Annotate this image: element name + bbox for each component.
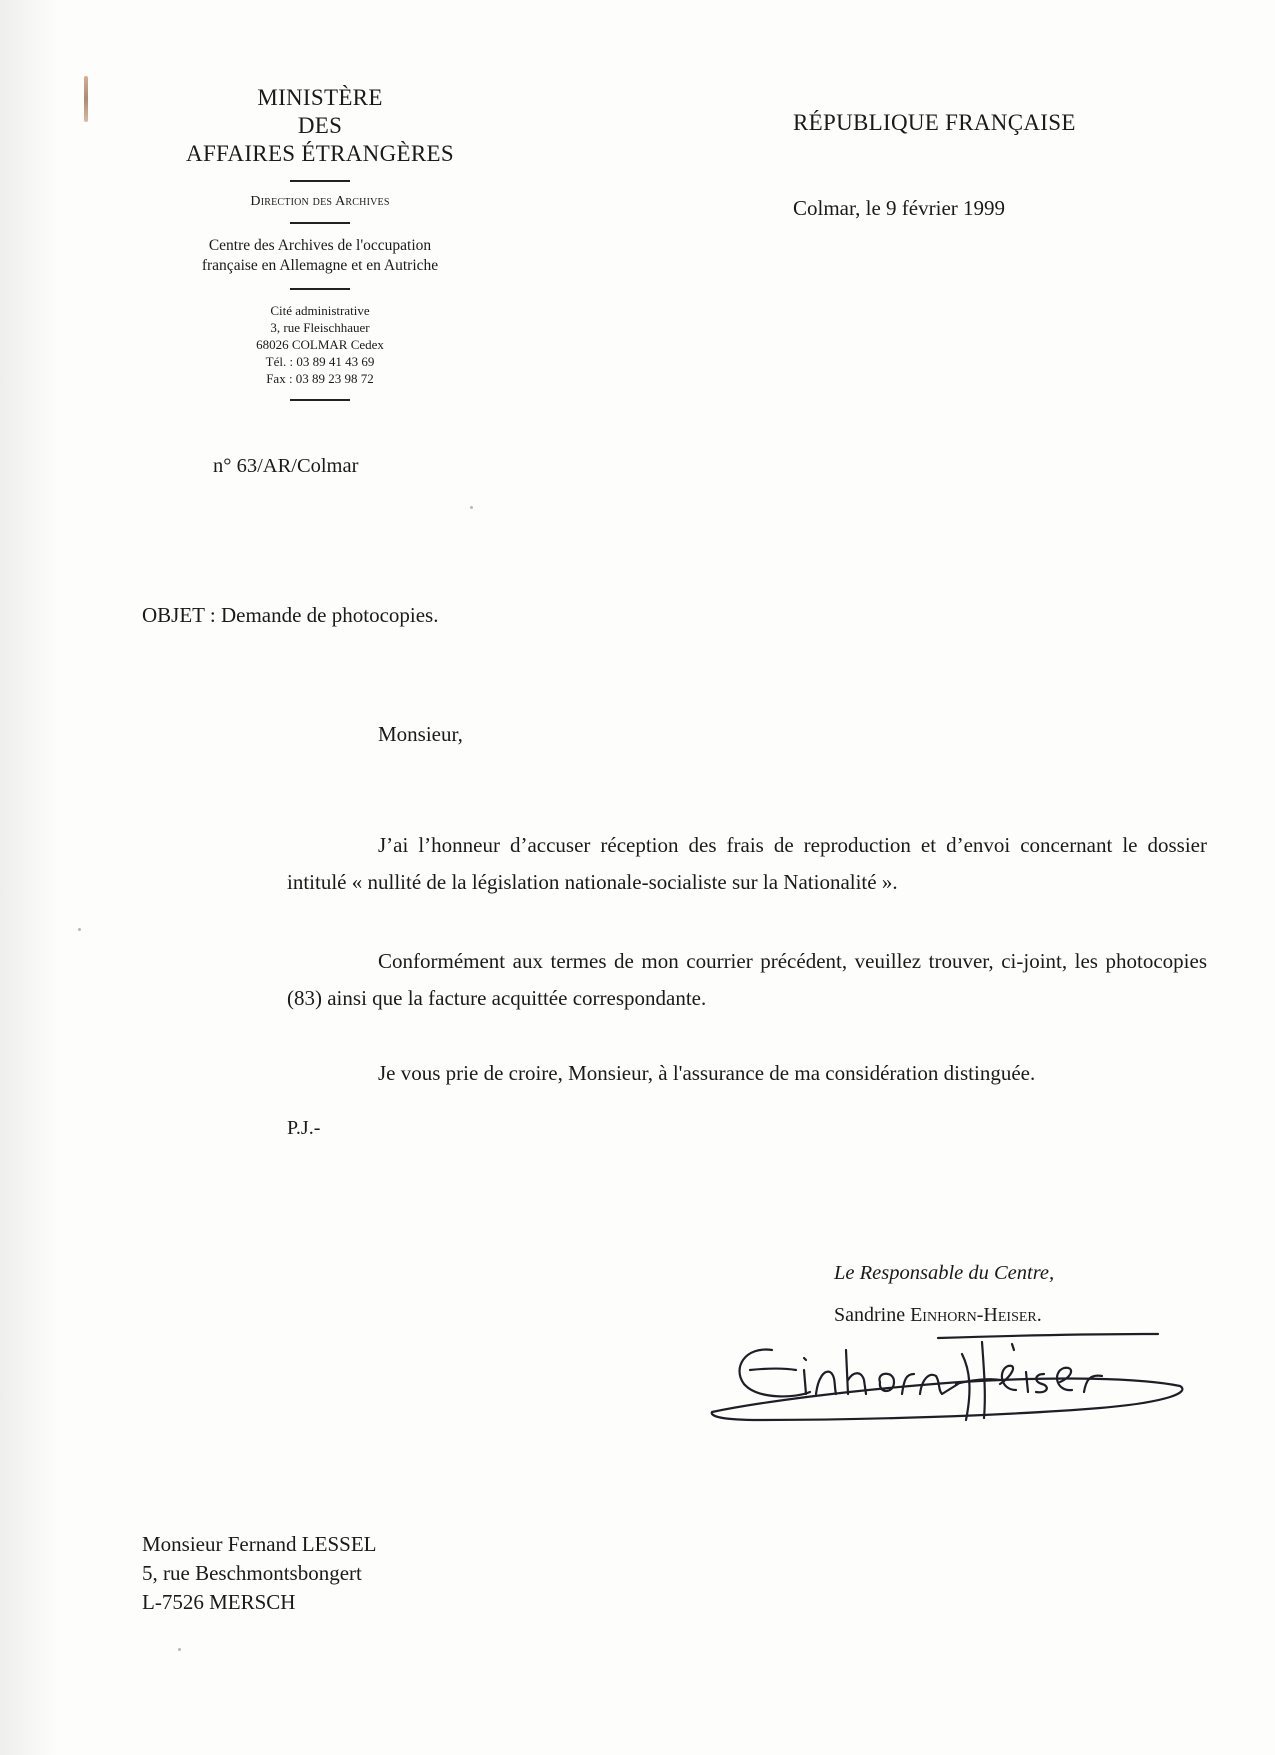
centre-line-1: Centre des Archives de l'occupation [208, 237, 432, 254]
paper-speck [78, 928, 81, 931]
address-line-3: 68026 COLMAR Cedex [256, 337, 384, 352]
paper-speck [470, 506, 473, 509]
recipient-name: Monsieur Fernand LESSEL [142, 1532, 377, 1556]
paragraph-text: Je vous prie de croire, Monsieur, à l'assurance de ma considération distinguée. [378, 1061, 1036, 1085]
recipient-city: L-7526 MERSCH [142, 1590, 296, 1614]
body-paragraph-2 [287, 943, 1207, 1017]
recipient-street: 5, rue Beschmontsbongert [142, 1561, 362, 1585]
paragraph-text: J’ai l’honneur d’accuser réception des frais de reproduction et d’envoi concernant le dossier intitulé « nullité de la législation nationale-socialiste sur la Nationalité ». [287, 833, 1207, 894]
punch-mark [84, 76, 88, 122]
address-line-2: 3, rue Fleischhauer [270, 320, 370, 335]
centre-line-2: française en Allemagne et en Autriche [201, 257, 439, 274]
divider [290, 222, 350, 224]
salutation: Monsieur, [378, 722, 463, 746]
reference-number: n° 63/AR/Colmar [213, 455, 359, 477]
republic-title: RÉPUBLIQUE FRANÇAISE [793, 110, 1076, 135]
paper-speck [178, 1648, 181, 1651]
enclosure-note: P.J.- [287, 1117, 321, 1139]
ministry-line-3: AFFAIRES ÉTRANGÈRES [186, 141, 454, 166]
divider [290, 288, 350, 290]
phone-line: Tél. : 03 89 41 43 69 [265, 354, 375, 369]
scan-edge-shadow [0, 0, 58, 1755]
signatory-first-name: Sandrine [834, 1304, 911, 1326]
recipient-address [142, 1530, 376, 1617]
divider [290, 180, 350, 182]
fax-line: Fax : 03 89 23 98 72 [266, 371, 374, 386]
signatory-title: Le Responsable du Centre, [834, 1262, 1055, 1284]
body-paragraph-3 [287, 1055, 1207, 1092]
ministry-line-2: DES [297, 113, 343, 138]
body-paragraph-1 [287, 827, 1207, 901]
subject-line: OBJET : Demande de photocopies. [142, 603, 439, 627]
letterhead [150, 84, 490, 413]
direction-label: Direction des Archives [250, 194, 390, 209]
ministry-line-1: MINISTÈRE [257, 85, 383, 110]
letter-date: Colmar, le 9 février 1999 [793, 196, 1006, 220]
divider [290, 399, 350, 401]
handwritten-signature [700, 1320, 1190, 1430]
paragraph-text: Conformément aux termes de mon courrier précédent, veuillez trouver, ci-joint, les photocopies (83) ainsi que la facture acquittée correspondante. [287, 949, 1207, 1010]
signatory-last-name: Einhorn-Heiser. [910, 1304, 1042, 1326]
address-line-1: Cité administrative [270, 303, 370, 318]
